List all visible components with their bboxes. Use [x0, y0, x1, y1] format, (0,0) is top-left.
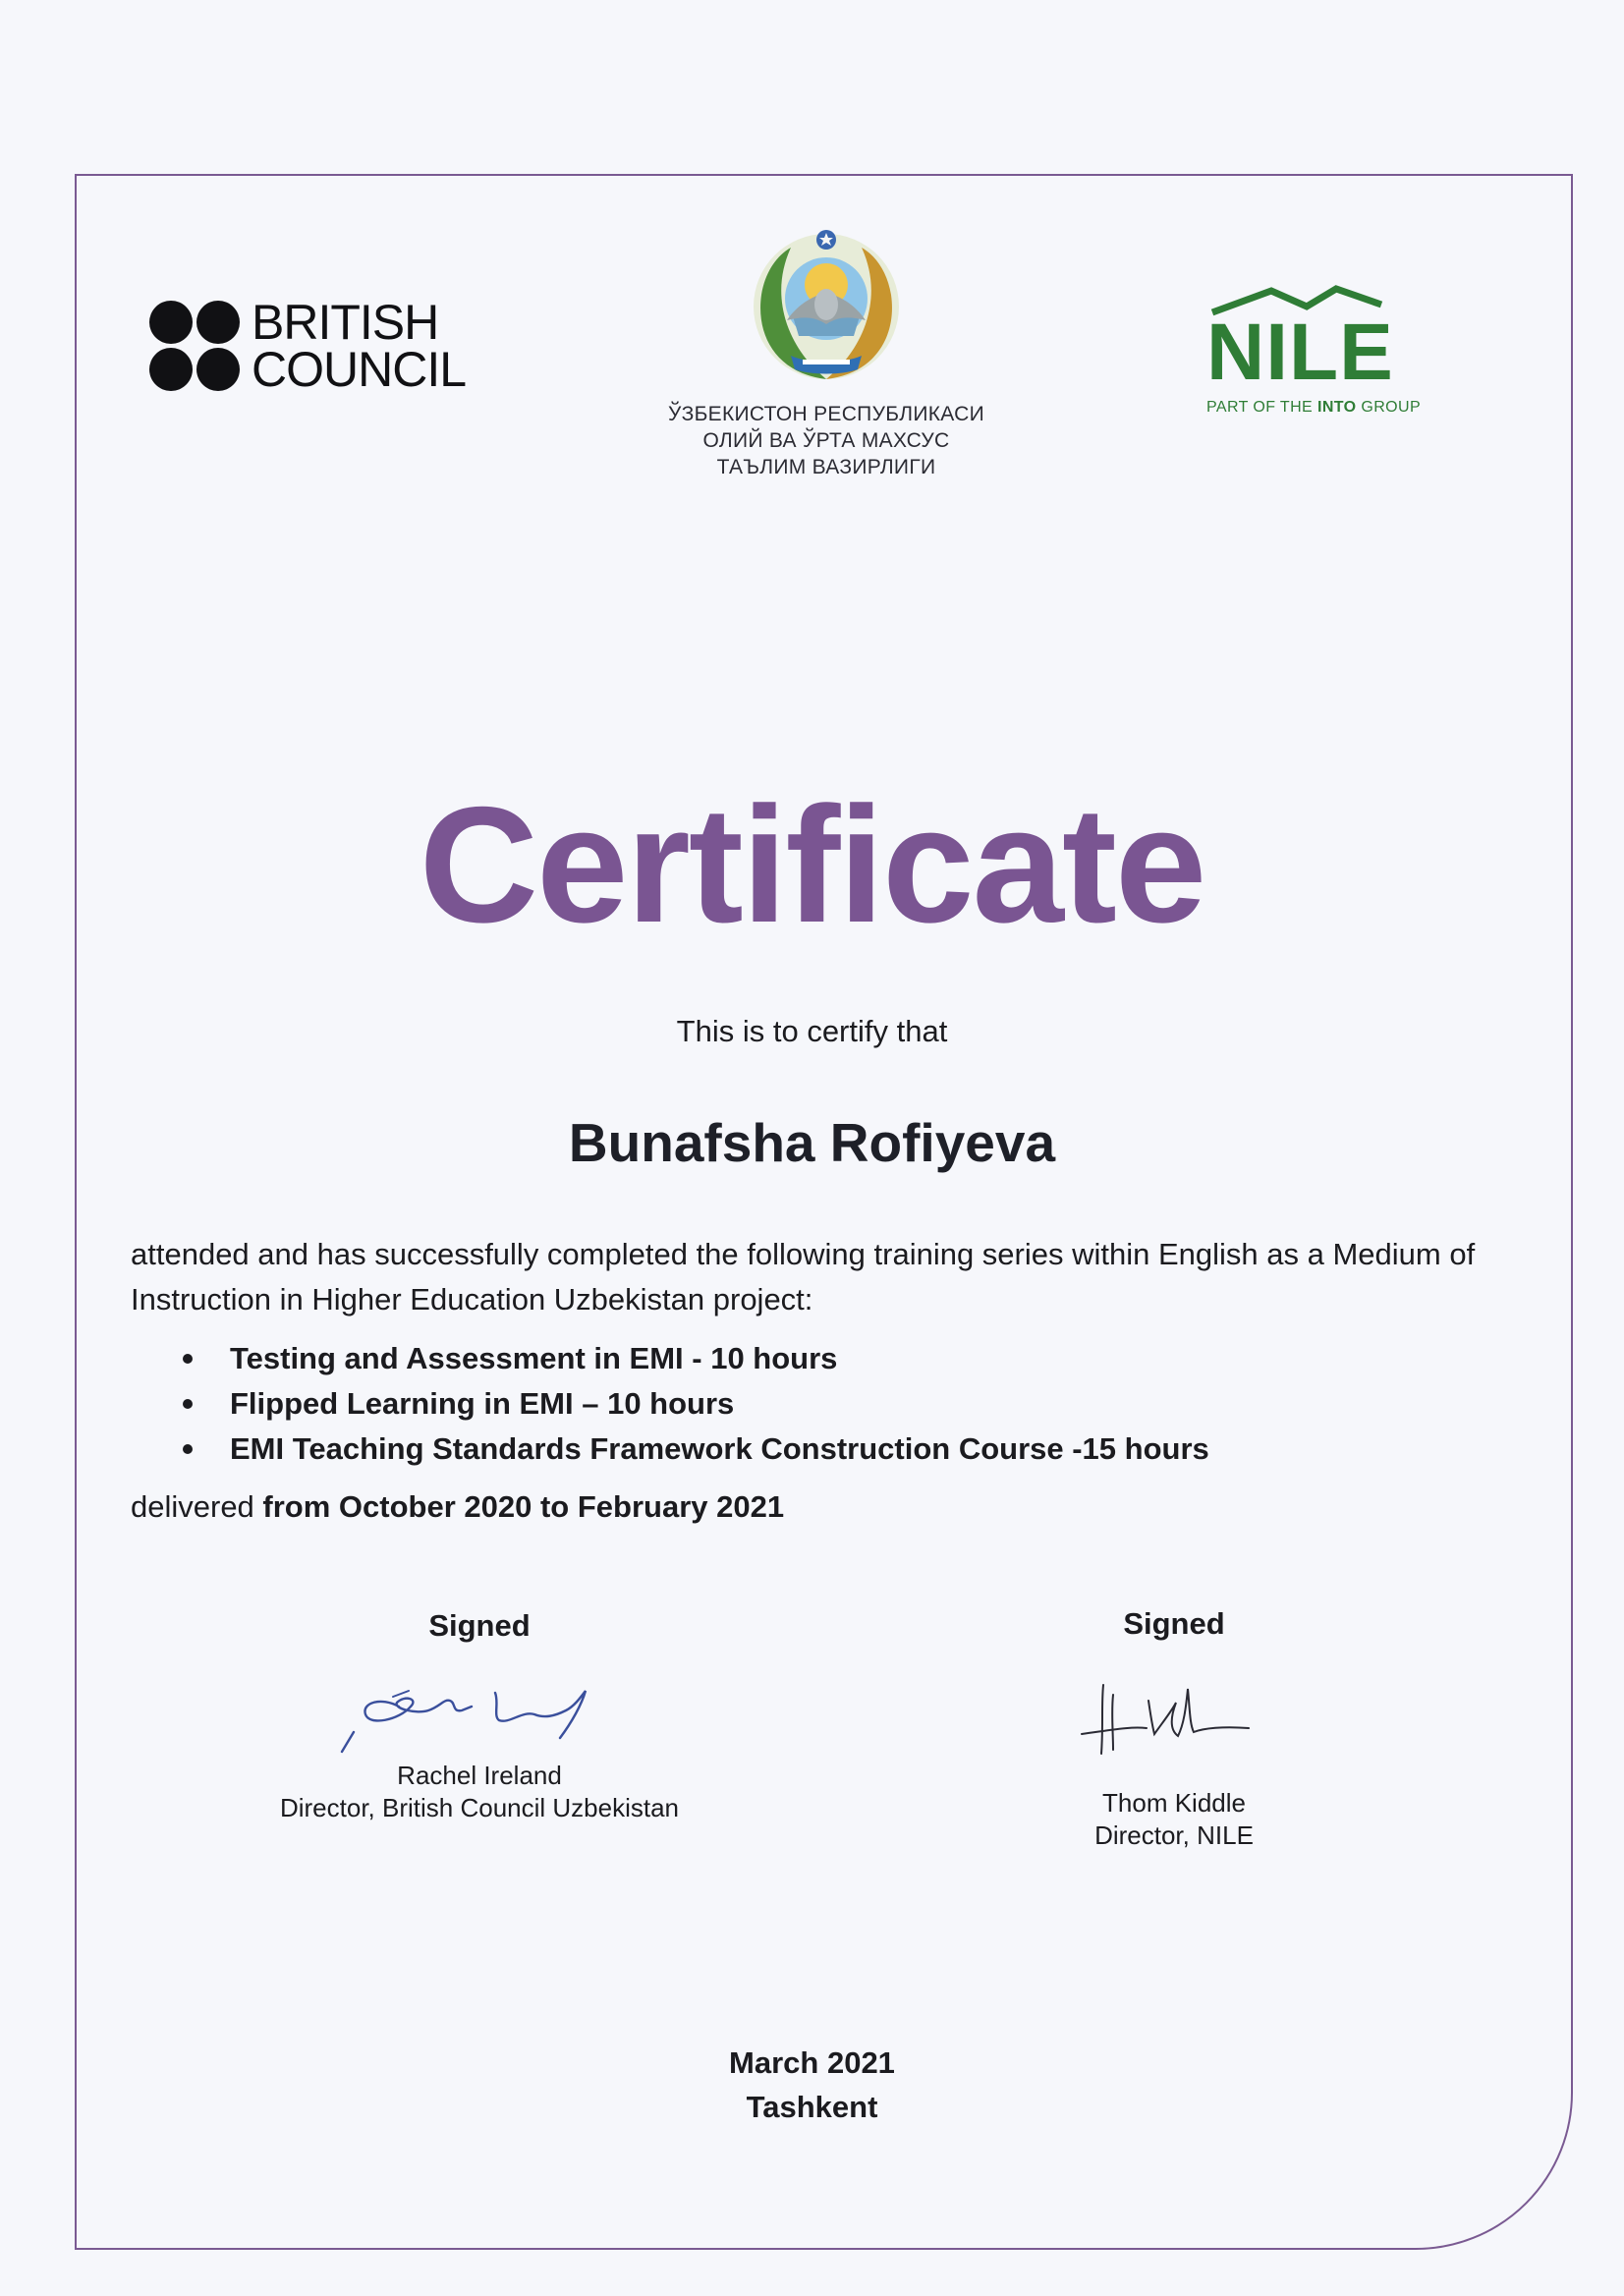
nile-wordmark: NILE	[1206, 308, 1394, 397]
issue-date: March 2021	[729, 2045, 895, 2080]
course-item	[183, 1336, 1209, 1381]
signature-block-right	[1032, 1607, 1316, 1852]
british-council-line2: COUNCIL	[252, 342, 467, 397]
british-council-dots-icon	[149, 301, 240, 391]
nile-tag-prefix: PART OF THE	[1206, 399, 1317, 416]
certify-line: This is to certify that	[676, 1014, 948, 1048]
signatory-name: Thom Kiddle	[1102, 1788, 1246, 1818]
signatory-role: Director, NILE	[1094, 1820, 1254, 1850]
signature-rachel-ireland	[303, 1642, 656, 1760]
course-label: Testing and Assessment in EMI - 10 hours	[230, 1341, 838, 1375]
delivery-period	[131, 1489, 784, 1525]
issue-place: Tashkent	[746, 2090, 878, 2124]
bullet-icon	[183, 1399, 193, 1409]
british-council-logo	[149, 295, 467, 397]
signed-label: Signed	[1123, 1606, 1225, 1641]
course-list	[183, 1336, 1209, 1472]
signatory-role: Director, British Council Uzbekistan	[279, 1793, 680, 1822]
course-label: Flipped Learning in EMI – 10 hours	[230, 1386, 735, 1421]
delivered-dates: from October 2020 to February 2021	[262, 1489, 785, 1524]
signature-thom-kiddle	[1056, 1640, 1292, 1787]
completion-statement: attended and has successfully completed the following training series within English as a Medium of Instruction in Higher Education Uzbekistan project:	[131, 1237, 1476, 1316]
uzbekistan-emblem-icon	[748, 226, 905, 383]
ministry-logo	[664, 226, 988, 480]
signature-block-left	[246, 1609, 713, 1824]
bullet-icon	[183, 1444, 193, 1454]
certificate-title: Certificate	[419, 772, 1205, 957]
bullet-icon	[183, 1354, 193, 1364]
delivered-prefix: delivered	[131, 1489, 263, 1524]
ministry-name	[664, 401, 988, 480]
ministry-line1: ЎЗБЕКИСТОН РЕСПУБЛИКАСИ	[667, 403, 985, 425]
nile-tagline	[1206, 399, 1462, 417]
recipient-name: Bunafsha Rofiyeva	[568, 1112, 1056, 1173]
british-council-line1: BRITISH	[252, 295, 439, 350]
course-item	[183, 1427, 1209, 1472]
ministry-line2: ОЛИЙ ВА ЎРТА МАХСУС	[702, 429, 950, 452]
nile-tag-suffix: GROUP	[1356, 399, 1422, 416]
signed-label: Signed	[428, 1608, 531, 1643]
issue-footer	[0, 2041, 1624, 2129]
nile-logo	[1206, 283, 1462, 417]
british-council-wordmark	[252, 295, 467, 397]
ministry-line3: ТАЪЛИМ ВАЗИРЛИГИ	[716, 456, 936, 478]
course-item	[183, 1381, 1209, 1427]
nile-tag-bold: INTO	[1316, 399, 1357, 416]
signatory-name: Rachel Ireland	[397, 1761, 562, 1790]
certificate-border	[75, 174, 1573, 2250]
course-label: EMI Teaching Standards Framework Construction Course -15 hours	[230, 1431, 1209, 1466]
